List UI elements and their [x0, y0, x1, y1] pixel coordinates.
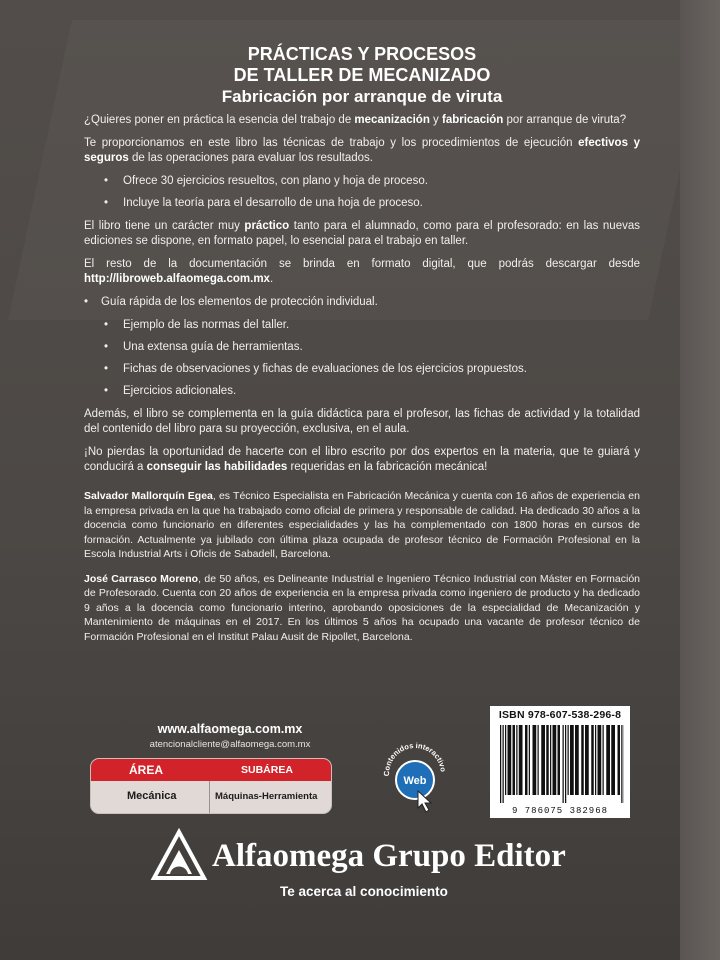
barcode-bar	[553, 725, 557, 795]
text-run: ¡No pierdas la oportunidad de hacerte con el libro escrito por dos expertos en la materia, que te guiará y conducirá a	[84, 446, 640, 473]
list-item: • Una extensa guía de herramientas.	[84, 340, 640, 355]
barcode-bar	[581, 725, 584, 795]
paragraph-practical	[84, 219, 640, 249]
book-title	[84, 44, 640, 86]
area-label: ÁREA	[129, 763, 164, 777]
barcode-graphic	[496, 725, 624, 803]
text-run: de las operaciones para evaluar los resultados.	[128, 152, 373, 164]
text-run: por arranque de viruta?	[503, 114, 627, 126]
list-item: • Incluye la teoría para el desarrollo de una hoja de proceso.	[84, 196, 640, 211]
barcode-bar	[519, 725, 523, 795]
area-value: Mecánica	[127, 790, 177, 802]
badge-arc-text: Contenidos interactivo	[381, 740, 448, 777]
list-item: • Ejercicios adicionales.	[84, 384, 640, 399]
barcode-bar	[603, 725, 604, 795]
barcode-bar	[550, 725, 551, 795]
badge-label: Web	[403, 775, 427, 787]
list-item: • Ejemplo de las normas del taller.	[84, 318, 640, 333]
barcode-bar	[570, 725, 574, 795]
publisher-email: atencionalcliente@alfaomega.com.mx	[149, 739, 311, 750]
barcode-bar	[611, 725, 615, 795]
isbn-label: ISBN 978-607-538-296-8	[498, 709, 622, 721]
barcode-bar	[525, 725, 528, 795]
barcode-bar	[585, 725, 589, 795]
barcode-bar	[621, 725, 622, 803]
text-run: tanto para el alumnado, como para el profesorado: en las nuevas ediciones se dispone, en formato papel, lo esencial para el trabajo en taller.	[84, 220, 640, 247]
barcode-bar	[575, 725, 579, 795]
publisher-url: www.alfaomega.com.mx	[157, 722, 303, 736]
isbn-digits: 9 786075 382968	[511, 806, 608, 816]
title-line-1: PRÁCTICAS Y PROCESOS	[247, 44, 477, 64]
barcode-bar	[563, 725, 564, 803]
barcode-bar	[503, 725, 504, 803]
libroweb-link: http://libroweb.alfaomega.com.mx	[84, 273, 270, 285]
publisher-logo	[150, 828, 610, 908]
list-item: • Guía rápida de los elementos de protección individual.	[84, 295, 640, 310]
bold-run: efectivos y seguros	[84, 137, 640, 164]
paragraph-guide: Además, el libro se complementa en la guía didáctica para el profesor, las fichas de actividad y la totalidad del contenido del libro para su proyección, exclusiva, en el aula.	[84, 408, 640, 435]
barcode-bar	[618, 725, 621, 795]
barcode-bar	[505, 725, 506, 795]
spine-edge	[680, 0, 720, 960]
author-bio-text: , de 50 años, es Delineante Industrial e Ingeniero Técnico Industrial con Máster en Formación de Profesorado. Cuenta con 20 años de experiencia en la empresa privada como ingeniero de producto y ha dedicado 9 años a la docencia como funcionario interino, aprobando oposiciones de la especialidad de Mecanización y Mantenimiento de máquinas en el 2017. En los últimos 5 años ha ocupado una vacante de profesor técnico de Formación Profesional en el Institut Palau Ausit de Ripollet, Barcelona.	[84, 572, 640, 643]
list-item: • Fichas de observaciones y fichas de evaluaciones de los ejercicios propuestos.	[84, 362, 640, 377]
features-list	[84, 174, 640, 211]
text-run: El resto de la documentación se brinda en formato digital, que podrás descargar desde	[84, 258, 640, 270]
barcode-bar	[529, 725, 530, 795]
subject-area-box	[90, 758, 332, 814]
barcode-bar	[500, 725, 501, 803]
barcode-bar	[598, 725, 602, 795]
barcode-bar	[546, 725, 549, 795]
text-run: El libro tiene un carácter muy	[84, 220, 245, 232]
barcode-bar	[541, 725, 545, 795]
area-divider	[209, 781, 210, 813]
author-bio-text: , es Técnico Especialista en Fabricación Mecánica y cuenta con 16 años de experiencia en la empresa privada en la que ha trabajado como oficial de primera y responsable de calidad. Ha dedicado 30 años a la docencia como funcionario en diferentes especialidades y las ha complementado con 1800 horas en cursos de formación. Actualmente ya jubilado con última plaza ocupada de profesor técnico de Formación Profesional en la Escola Industrial Arts i Oficis de Sabadell, Barcelona.	[84, 490, 640, 560]
text-run: .	[269, 273, 274, 285]
isbn-barcode-block	[490, 706, 630, 818]
author-bio-2	[84, 572, 640, 645]
paragraph-digital	[84, 257, 640, 287]
paragraph-techniques	[84, 136, 640, 166]
publisher-tagline: Te acerca al conocimiento	[280, 884, 448, 899]
author-bio-1	[84, 489, 640, 562]
bold-run: fabricación	[441, 114, 504, 126]
subarea-value: Máquinas-Herramienta	[215, 791, 318, 802]
web-badge-icon	[380, 736, 450, 822]
text-run: ¿Quieres poner en práctica la esencia del trabajo de	[84, 114, 355, 126]
bold-run: mecanización	[354, 114, 430, 126]
area-header-band	[91, 759, 331, 781]
author-name: José Carrasco Moreno	[84, 572, 199, 585]
barcode-bar	[516, 725, 517, 795]
barcode-bar	[568, 725, 569, 795]
list-item: • Ofrece 30 ejercicios resueltos, con plano y hoja de proceso.	[84, 174, 640, 189]
barcode-bar	[513, 725, 516, 795]
paragraph-callout	[84, 445, 640, 475]
barcode-bar	[565, 725, 566, 803]
barcode-bar	[595, 725, 596, 795]
paragraph-intro	[84, 113, 640, 128]
alfaomega-logo-icon	[150, 828, 208, 884]
text-run: Te proporcionamos en este libro las técnicas de trabajo y los procedimientos de ejecución	[84, 137, 579, 149]
publisher-name: Alfaomega Grupo Editor	[212, 838, 566, 874]
text-run: y	[429, 114, 442, 126]
title-line-2: DE TALLER DE MECANIZADO	[233, 65, 491, 85]
digital-list	[84, 318, 640, 399]
book-subtitle: Fabricación por arranque de viruta	[221, 87, 503, 106]
barcode-bar	[533, 725, 537, 795]
web-content-badge	[380, 736, 450, 822]
publisher-contact	[130, 722, 330, 750]
barcode-bar	[508, 725, 512, 795]
bold-run: práctico	[244, 220, 290, 232]
barcode-bar	[606, 725, 610, 795]
author-name: Salvador Mallorquín Egea	[84, 490, 213, 502]
subarea-label: SUBÁREA	[241, 764, 293, 776]
digital-list-top	[84, 295, 640, 310]
bold-run: conseguir las habilidades	[146, 461, 288, 473]
barcode-bar	[558, 725, 561, 795]
barcode-bar	[538, 725, 539, 795]
text-run: requeridas en la fabricación mecánica!	[287, 461, 488, 473]
back-cover-text	[84, 44, 640, 644]
barcode-bar	[591, 725, 594, 795]
